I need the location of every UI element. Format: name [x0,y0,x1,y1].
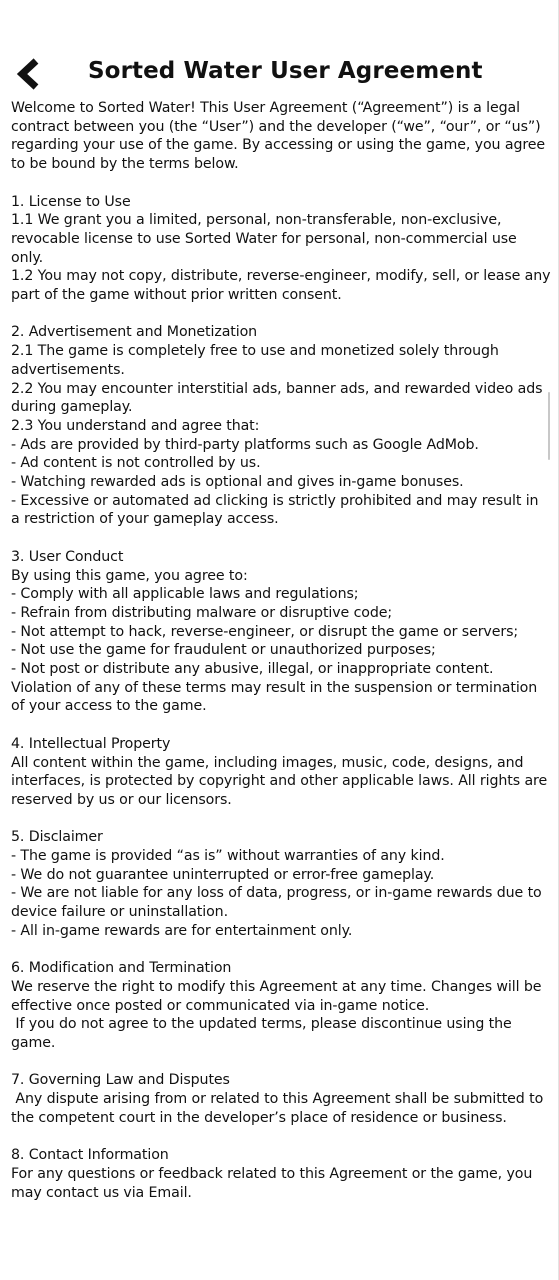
page-title: Sorted Water User Agreement [88,58,483,84]
section-heading: 7. Governing Law and Disputes [11,1072,230,1089]
section-line: - The game is provided “as is” without warranties of any kind. [11,848,445,865]
section-user-conduct [11,548,551,716]
section-line: 1.2 You may not copy, distribute, reverse-engineer, modify, sell, or lease any part of the game without prior written consent. [11,268,555,304]
section-modification [11,959,551,1053]
section-heading: 5. Disclaimer [11,829,103,846]
section-heading: 3. User Conduct [11,548,124,565]
section-line: All content within the game, including images, music, code, designs, and interfaces, is protected by copyright and other applicable laws. All rights are reserved by us or our licensors. [11,754,552,808]
section-line: 1.1 We grant you a limited, personal, non-transferable, non-exclusive, revocable license to use Sorted Water for personal, non-commercial use only. [11,212,522,266]
header-bar [0,52,559,100]
section-line: - Not attempt to hack, reverse-engineer, or disrupt the game or servers; [11,623,519,640]
back-button[interactable] [12,54,46,94]
section-contact [11,1146,551,1202]
section-line: - Watching rewarded ads is optional and gives in-game bonuses. [11,474,464,491]
intro-paragraph: Welcome to Sorted Water! This User Agreement (“Agreement”) is a legal contract between you (the “User”) and the developer (“we”, “our”, or “us”) regarding your use of the game. By accessing or using the game, you agree to be bound by the terms below. [11,100,550,173]
section-heading: 6. Modification and Termination [11,960,232,977]
section-governing-law [11,1071,551,1127]
section-license [11,193,555,305]
section-line: - Excessive or automated ad clicking is strictly prohibited and may result in a restriction of your gameplay access. [11,492,543,528]
section-line: - Comply with all applicable laws and regulations; [11,586,359,603]
section-line: - All in-game rewards are for entertainment only. [11,922,353,939]
section-line: We reserve the right to modify this Agreement at any time. Changes will be effective once posted or communicated via in-game notice. [11,978,546,1014]
scrollbar-thumb[interactable] [548,392,550,460]
section-line: - We are not liable for any loss of data, progress, or in-game rewards due to device failure or uninstallation. [11,885,547,921]
section-intellectual-property [11,735,551,810]
section-line: 2.1 The game is completely free to use and monetized solely through advertisements. [11,343,504,378]
chevron-left-icon [14,56,44,92]
section-heading: 1. License to Use [11,193,131,210]
section-heading: 8. Contact Information [11,1147,169,1164]
section-heading: 2. Advertisement and Monetization [11,324,258,341]
section-line: If you do not agree to the updated terms, please discontinue using the game. [11,1016,517,1052]
section-heading: 4. Intellectual Property [11,735,171,752]
section-line: Any dispute arising from or related to this Agreement shall be submitted to the competent court in the developer’s place of residence or business. [11,1091,548,1126]
section-line: 2.2 You may encounter interstitial ads, banner ads, and rewarded video ads during gameplay. [11,380,547,416]
agreement-body [11,99,555,1202]
section-line: - Not use the game for fraudulent or unauthorized purposes; [11,642,436,659]
section-line: - Refrain from distributing malware or disruptive code; [11,604,393,621]
section-line: Violation of any of these terms may result in the suspension or termination of your access to the game. [11,679,542,715]
section-line: - Ad content is not controlled by us. [11,455,261,472]
section-line: - We do not guarantee uninterrupted or error-free gameplay. [11,866,435,883]
section-line: - Not post or distribute any abusive, illegal, or inappropriate content. [11,661,494,678]
section-disclaimer [11,828,551,940]
section-advertisement [11,323,551,529]
section-line: By using this game, you agree to: [11,567,248,584]
section-line: - Ads are provided by third-party platforms such as Google AdMob. [11,436,479,453]
section-line: 2.3 You understand and agree that: [11,417,260,434]
section-line: For any questions or feedback related to this Agreement or the game, you may contact us via Email. [11,1165,537,1201]
